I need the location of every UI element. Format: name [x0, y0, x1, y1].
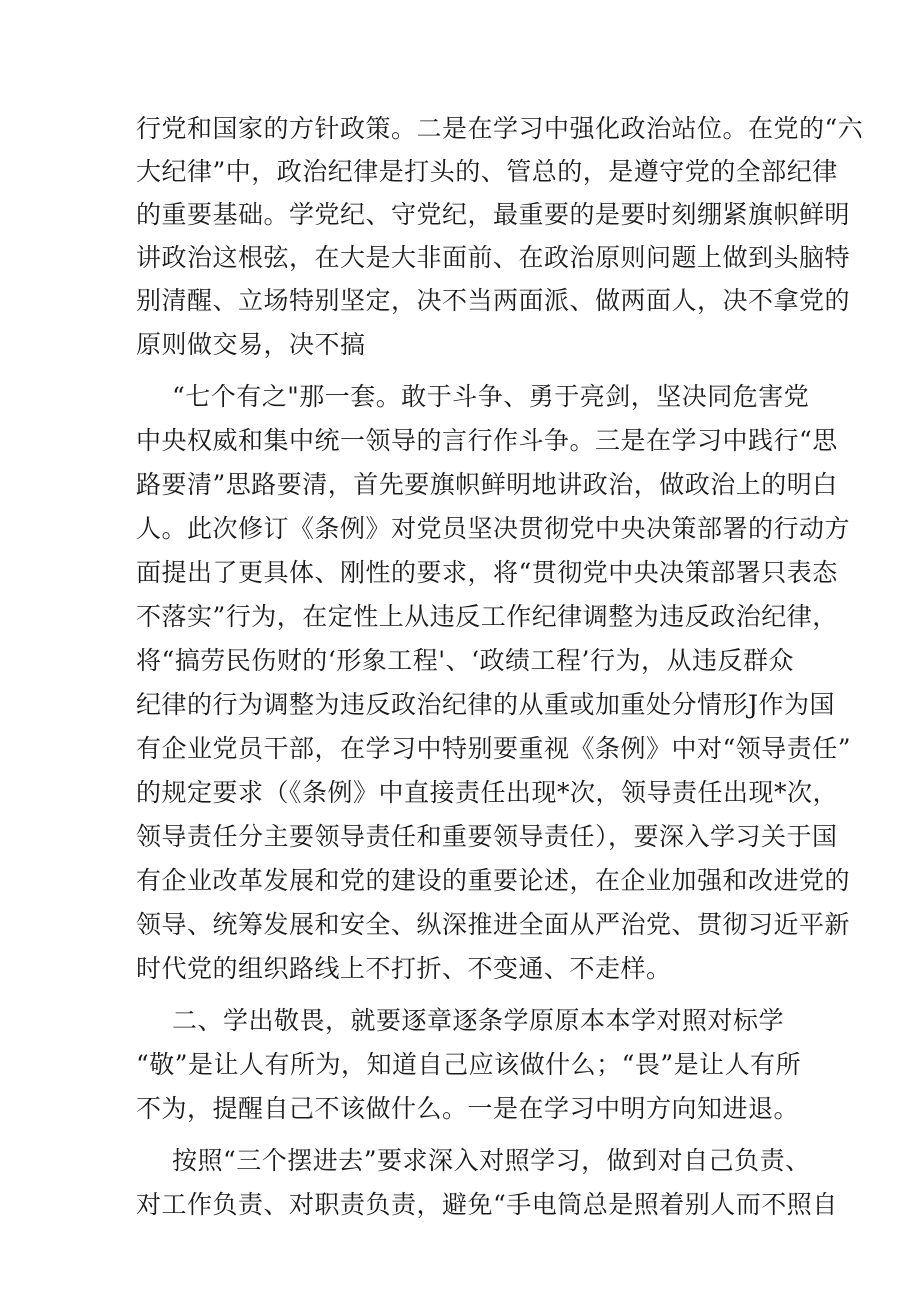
text-line-10: 人。此次修订《条例》对党员坚决贯彻党中央决策部署的行动方 [136, 514, 851, 543]
text-line-23: 不为，提醒自己不该做什么。一是在学习中明方向知进退。 [136, 1094, 800, 1123]
text-line-11: 面提出了更具体、刚性的要求，将“贯彻党中央决策部署只表态 [136, 558, 838, 587]
text-line-18: 有企业改革发展和党的建设的重要论述，在企业加强和改进党的 [136, 866, 851, 895]
text-line-5: 别清醒、立场特别坚定，决不当两面派、做两面人，决不拿党的 [136, 286, 851, 315]
text-line-6: 原则做交易，决不搞 [136, 330, 366, 359]
text-line-4: 讲政治这根弦，在大是大非面前、在政治原则问题上做到头脑特 [136, 243, 851, 272]
text-line-13: 将“搞劳民伤财的‘形象工程'、‘政绩工程’行为，从违反群众 [136, 646, 794, 675]
section-heading-2: 二、学出敬畏，就要逐章逐条学原原本本学对照对标学 [172, 1006, 785, 1035]
text-line-14: 纪律的行为调整为违反政治纪律的从重或加重处分情形J作为国 [136, 690, 836, 719]
text-line-17: 领导责任分主要领导责任和重要领导责任），要深入学习关于国 [136, 822, 838, 851]
text-line-7: “七个有之"那一套。敢于斗争、勇于亮剑，坚决同危害党 [172, 382, 810, 411]
text-line-8: 中央权威和集中统一领导的言行作斗争。三是在学习中践行“思 [136, 426, 838, 455]
text-line-19: 领导、统筹发展和安全、纵深推进全面从严治党、贯彻习近平新 [136, 910, 851, 939]
text-line-12: 不落实”行为，在定性上从违反工作纪律调整为违反政治纪律， [136, 602, 838, 631]
text-line-15: 有企业党员干部，在学习中特别要重视《条例》中对“领导责任” [136, 734, 852, 763]
text-line-1: 行党和国家的方针政策。二是在学习中强化政治站位。在党的“六 [136, 114, 864, 143]
text-line-9: 路要清”思路要清，首先要旗帜鲜明地讲政治，做政治上的明白 [136, 470, 838, 499]
text-line-24: 按照“三个摆进去”要求深入对照学习，做到对自己负责、 [172, 1146, 811, 1175]
text-line-20: 时代党的组织路线上不打折、不变通、不走样。 [136, 954, 672, 983]
text-line-2: 大纪律”中，政治纪律是打头的、管总的，是遵守党的全部纪律 [136, 157, 838, 186]
text-line-3: 的重要基础。学党纪、守党纪，最重要的是要时刻绷紧旗帜鲜明 [136, 200, 851, 229]
text-line-16: 的规定要求（《条例》中直接责任出现*次，领导责任出现*次， [136, 778, 839, 807]
text-line-25: 对工作负责、对职责负责，避免“手电筒总是照着别人而不照自 [136, 1190, 838, 1219]
text-line-22: “敬”是让人有所为，知道自己应该做什么；“畏”是让人有所 [136, 1050, 802, 1079]
